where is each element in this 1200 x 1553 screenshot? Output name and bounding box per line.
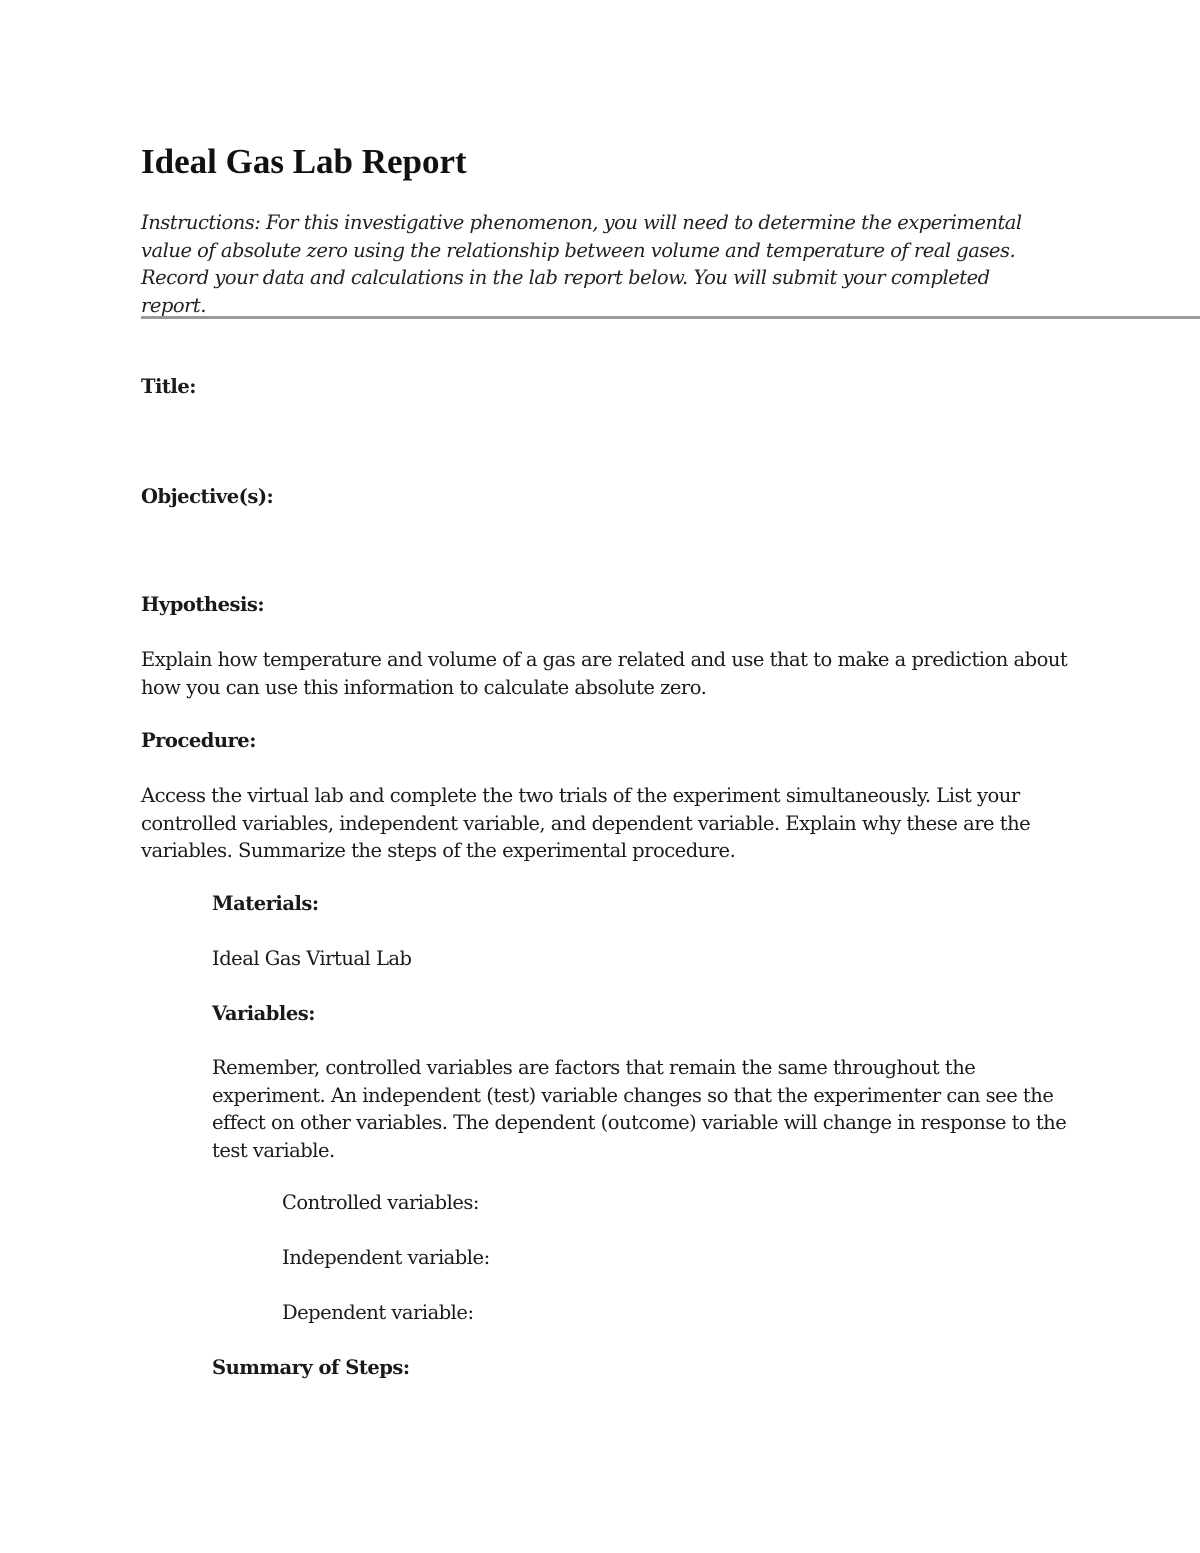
procedure-heading: Procedure: [141,729,256,752]
hypothesis-heading: Hypothesis: [141,593,265,616]
hypothesis-paragraph: Explain how temperature and volume of a gas are related and use that to make a prediction about how you can use this information to calculate absolute zero. [141,648,1068,699]
materials-heading: Materials: [212,892,319,915]
objectives-heading: Objective(s): [141,485,274,508]
controlled-variables-label: Controlled variables: [282,1191,479,1214]
procedure-paragraph: Access the virtual lab and complete the two trials of the experiment simultaneously. List your controlled variables, independent variable, and dependent variable. Explain why these are the variables. Summarize the steps of the experimental procedure. [141,784,1031,862]
independent-variable-label: Independent variable: [282,1246,490,1269]
title-heading: Title: [141,375,196,398]
materials-text: Ideal Gas Virtual Lab [212,947,412,970]
variables-paragraph: Remember, controlled variables are factors that remain the same throughout the experiment. An independent (test) variable changes so that the experimenter can see the effect on other variables. The dependent (outcome) variable will change in response to the test variable. [212,1056,1067,1162]
instructions-paragraph: Instructions: For this investigative phenomenon, you will need to determine the experimental value of absolute zero using the relationship between volume and temperature of real gases. Record your data and calculations in the lab report below. You will submit your completed report. [141,211,1022,317]
dependent-variable-label: Dependent variable: [282,1301,474,1324]
variables-heading: Variables: [212,1002,315,1025]
summary-of-steps-heading: Summary of Steps: [212,1356,410,1379]
document-title: Ideal Gas Lab Report [141,142,467,181]
horizontal-divider [141,316,1200,319]
